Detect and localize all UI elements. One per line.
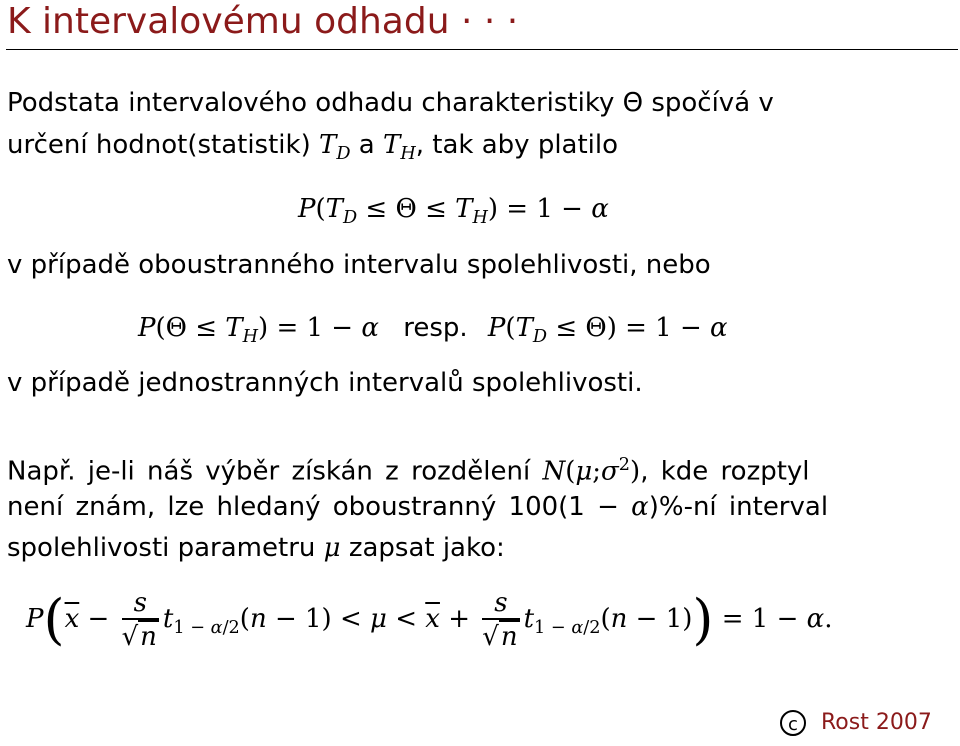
example-text-2b: )%-ní interval (648, 492, 829, 522)
equation-one-sided: $P(\Theta \le T_H) = 1 - \alpha$ resp. $P(T_D \le \Theta) = 1 - \alpha$ (138, 313, 728, 348)
page-title: K intervalovému odhadu · · · (7, 1, 519, 42)
example-text-1a: Např. je-li náš výběr získán z rozdělení (7, 456, 531, 487)
paragraph-intro-line-1 (7, 86, 774, 120)
intro-text-2a: určení hodnot(statistik) (7, 130, 311, 160)
equation-two-sided: $P(T_D \le \Theta \le T_H) = 1 - \alpha$ (298, 194, 609, 229)
normal-distribution-symbol: N (542, 456, 566, 487)
two-sided-text: v případě oboustranného intervalu spolehlivosti, nebo (7, 250, 711, 280)
symbol-mu: μ (323, 533, 341, 563)
paragraph-two-sided (7, 248, 711, 282)
example-text-2a: není znám, lze hledaný oboustranný 100(1 − (7, 492, 619, 522)
paragraph-example-line-1: Např. je-li náš výběr získán z rozdělení $N(\mu;\sigma^2)$, kde rozptyl (7, 455, 810, 487)
example-text-1b: , kde rozptyl (640, 456, 810, 487)
symbol-td: $T_D$ (319, 130, 351, 165)
resp-label: resp. (403, 313, 468, 343)
paragraph-intro-line-2 (7, 128, 618, 171)
example-text-3b: zapsat jako: (348, 533, 505, 563)
one-sided-text: v případě jednostranných intervalů spolehlivosti. (7, 368, 643, 398)
intro-text-2c: , tak aby platilo (415, 130, 619, 160)
symbol-th: $T_H$ (382, 130, 416, 165)
paragraph-example-line-2: není znám, lze hledaný oboustranný 100(1 − α)%-ní interval (7, 492, 829, 522)
intro-text-1: Podstata intervalového odhadu charakteristiky Θ spočívá v (7, 88, 774, 118)
footer-copyright (780, 708, 932, 738)
paragraph-one-sided (7, 366, 643, 400)
intro-text-2b: a (358, 130, 375, 160)
equation-confidence-interval: $P(\overline{x}$ − $\frac{s}{√n}$ $t_{1 - \alpha/2}(n - 1) < \mu < \overline{x}$ + $\frac{s}{√n}$ $t_{1 - \alpha/2}(n - 1)) = 1 - \alpha$. (26, 588, 833, 652)
title-divider (6, 49, 958, 50)
footer-author: Rost 2007 (821, 710, 932, 735)
copyright-symbol: c (780, 710, 806, 736)
paragraph-example-line-3 (7, 531, 505, 565)
example-text-3a: spolehlivosti parametru (7, 533, 316, 563)
